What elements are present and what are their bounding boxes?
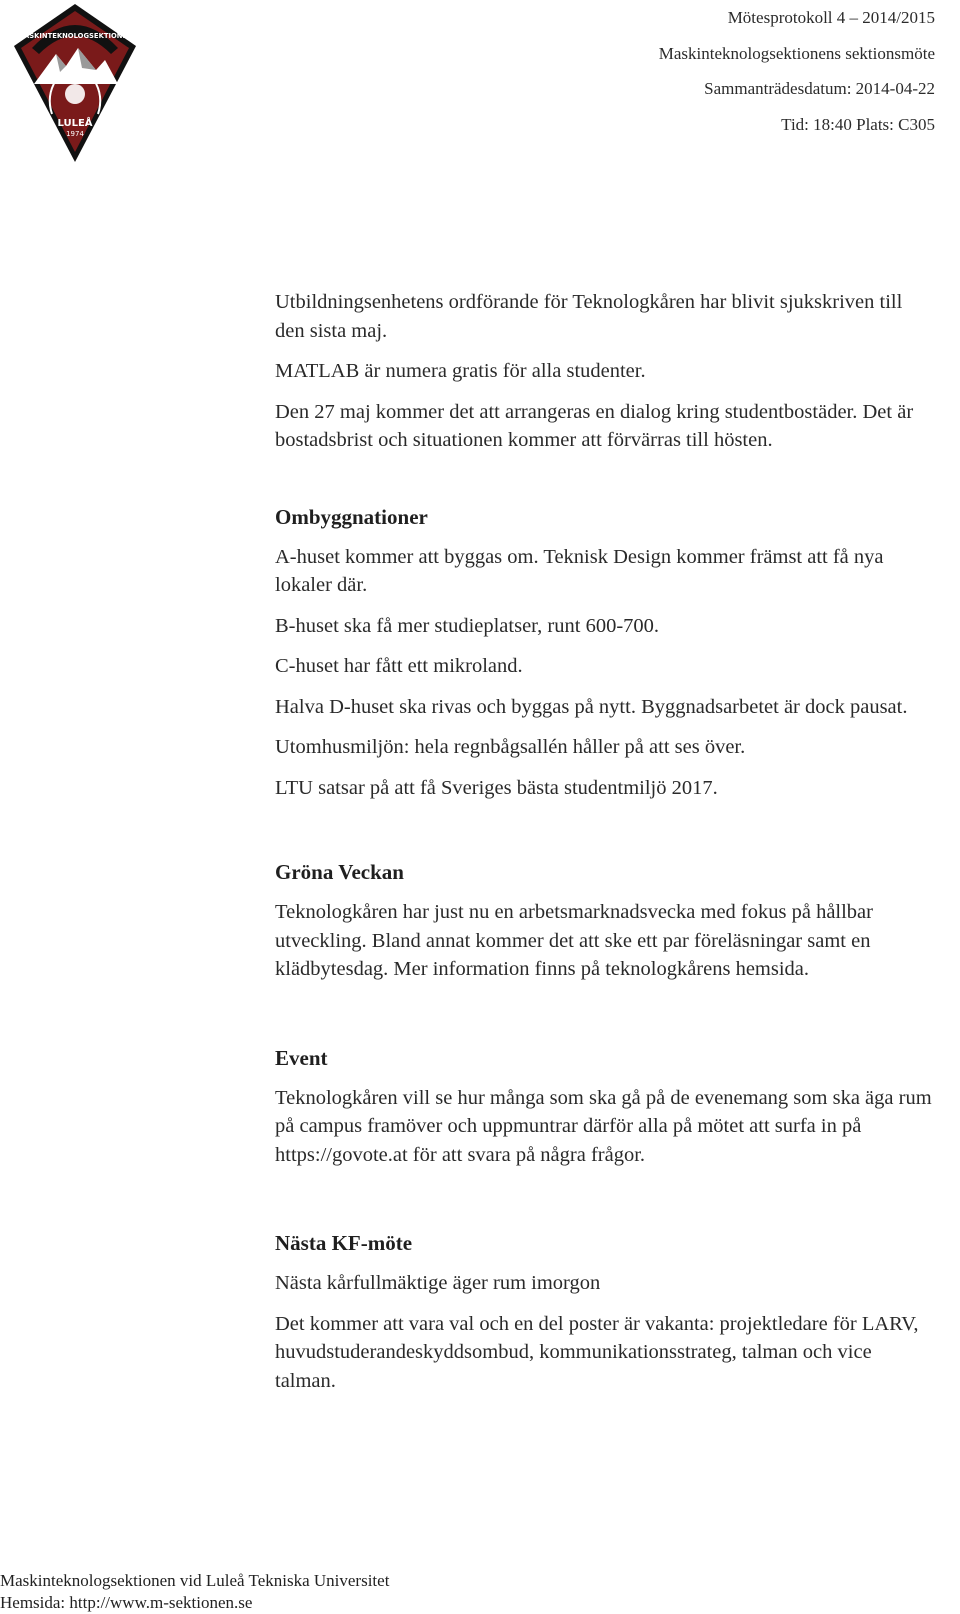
logo-year: 1974 [66,130,84,138]
footer-organization: Maskinteknologsektionen vid Luleå Tekniska Universitet [0,1571,390,1590]
intro-paragraph: Den 27 maj kommer det att arrangeras en dialog kring studentbostäder. Det är bostadsbrist och situationen kommer att förvärras till hösten. [275,400,914,451]
document-footer [0,1570,389,1614]
section-paragraph: Utomhusmiljön: hela regnbågsallén håller på att ses över. [275,736,746,758]
logo-arc-text: MASKINTEKNOLOGSEKTIONEN [17,32,133,40]
meeting-name: Maskinteknologsektionens sektionsmöte [658,43,935,63]
section-heading-grona-veckan: Gröna Veckan [275,860,404,884]
section-logo [12,2,138,164]
section-paragraph: B-huset ska få mer studieplatser, runt 600-700. [275,614,660,637]
section-paragraph: Teknologkåren har just nu en arbetsmarknadsvecka med fokus på hållbar utveckling. Bland annat kommer det att ske ett par föreläsningar samt en klädbytesdag. Mer information finns på teknologkårens hemsida. [275,901,873,980]
section-paragraph: LTU satsar på att få Sveriges bästa studentmiljö 2017. [275,776,718,799]
logo-city: LULEÅ [57,118,93,129]
section-paragraph: Halva D-huset ska rivas och byggas på nytt. Byggnadsarbetet är dock pausat. [275,695,908,718]
section-heading-ombyggnationer: Ombyggnationer [275,504,428,529]
section-heading-event: Event [275,1045,328,1070]
logo-emblem [65,84,85,104]
intro-paragraph: Utbildningsenhetens ordförande för Teknologkåren har blivit sjukskriven till den sista maj. [275,291,903,342]
meeting-date: Sammanträdesdatum: 2014-04-22 [704,79,935,98]
intro-paragraph: MATLAB är numera gratis för alla studenter. [275,360,646,382]
section-heading-kf-mote: Nästa KF-möte [275,1231,413,1255]
meeting-time-place: Tid: 18:40 Plats: C305 [781,114,935,134]
section-paragraph: Teknologkåren vill se hur många som ska gå på de evenemang som ska äga rum på campus framöver och uppmuntrar därför alla på mötet att surfa in på https://govote.at för att svara på några frågor. [275,1086,932,1166]
section-paragraph: A-huset kommer att byggas om. Teknisk Design kommer främst att få nya lokaler där. [275,545,884,596]
section-paragraph: C-huset har fått ett mikroland. [275,655,523,677]
footer-website: Hemsida: http://www.m-sektionen.se [0,1593,253,1612]
section-paragraph: Nästa kårfullmäktige äger rum imorgon [275,1272,601,1294]
document-body [275,288,935,1407]
document-header [659,0,935,142]
protocol-title: Mötesprotokoll 4 – 2014/2015 [727,8,935,27]
section-paragraph: Det kommer att vara val och en del poster är vakanta: projektledare för LARV, huvudstuderandeskyddsombud, kommunikationsstrateg, talman och vice talman. [275,1312,919,1392]
